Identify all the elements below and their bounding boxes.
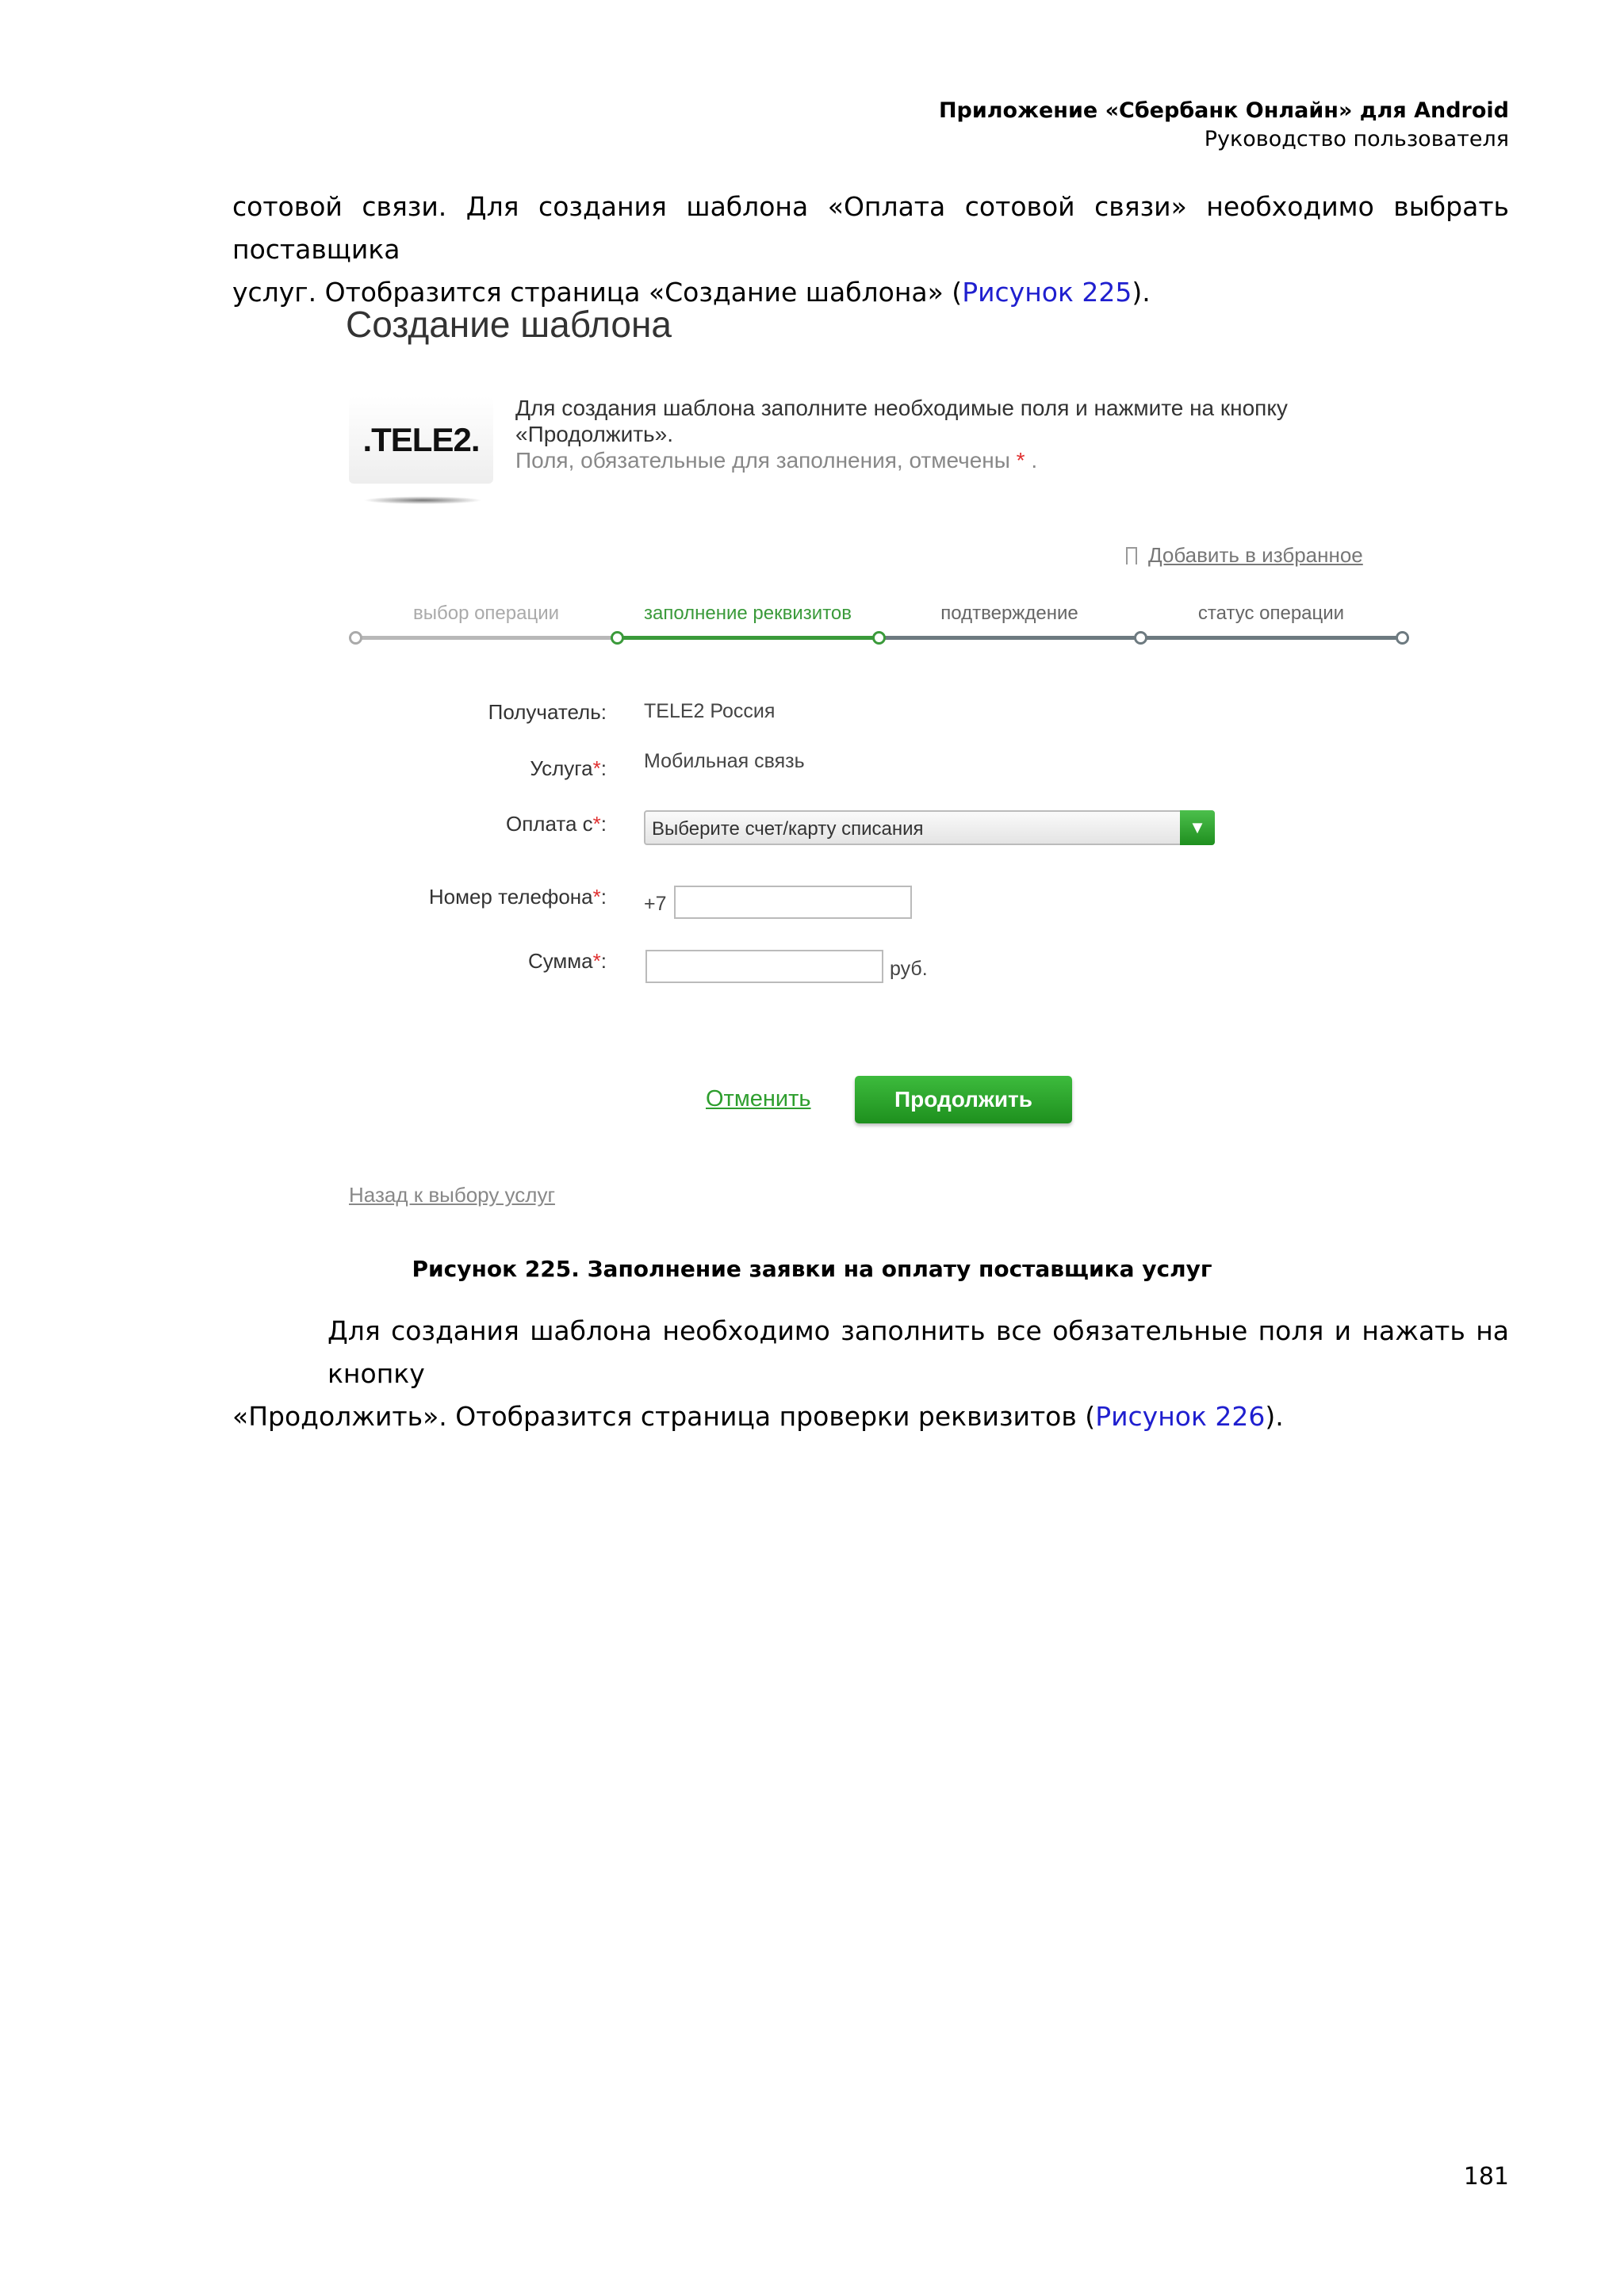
phone-input[interactable] [674, 886, 912, 919]
required-note [515, 447, 1348, 473]
outro-paragraph [232, 1310, 1509, 1438]
pay-from-label-text: Оплата с [505, 812, 593, 836]
required-star: * [1016, 448, 1025, 473]
pay-from-star: * [592, 812, 601, 836]
service-label-text: Услуга [530, 756, 593, 780]
page-title: Создание шаблона [346, 304, 672, 345]
account-select-value: Выберите счет/карту списания [652, 818, 924, 840]
logo-shadow [363, 496, 482, 504]
phone-label-text: Номер телефона [428, 885, 593, 909]
figure-226-link[interactable]: Рисунок 226 [1095, 1401, 1266, 1432]
required-dot: . [1031, 448, 1038, 473]
account-select[interactable] [644, 810, 1215, 845]
page-number: 181 [1463, 2163, 1509, 2191]
screenshot-figure [333, 293, 1427, 1221]
pay-from-colon: : [600, 812, 607, 836]
service-label [333, 756, 607, 781]
step-track-2 [617, 636, 879, 640]
progress-stepper [349, 603, 1404, 650]
instructions-line-2: «Продолжить». [515, 422, 673, 446]
amount-label-text: Сумма [527, 949, 593, 973]
step-dot-2 [611, 631, 624, 645]
document-title: Приложение «Сбербанк Онлайн» для Android [938, 98, 1509, 123]
pay-from-label [333, 812, 607, 836]
step-track-1 [355, 636, 617, 640]
required-note-text: Поля, обязательные для заполнения, отмечены [515, 448, 1010, 473]
step-label-status: статус операции [1197, 603, 1345, 624]
recipient-label: Получатель: [488, 700, 607, 724]
figure-caption: Рисунок 225. Заполнение заявки на оплату поставщика услуг [412, 1256, 1212, 1282]
amount-star: * [592, 949, 601, 973]
step-label-select: выбор операции [412, 603, 560, 624]
service-value: Мобильная связь [644, 750, 805, 772]
service-colon: : [600, 756, 607, 780]
bookmark-icon [1126, 547, 1137, 564]
logo-text: .TELE2. [362, 421, 480, 458]
phone-star: * [592, 885, 601, 909]
intro-text-end: ). [1132, 277, 1151, 308]
phone-prefix: +7 [644, 893, 667, 915]
phone-colon: : [600, 885, 607, 909]
step-track-4 [1140, 636, 1404, 640]
amount-colon: : [600, 949, 607, 973]
recipient-value: TELE2 Россия [644, 700, 776, 722]
phone-label [333, 885, 607, 909]
amount-label [333, 949, 607, 974]
provider-logo [349, 396, 493, 484]
step-dot-3 [872, 631, 886, 645]
outro-text: «Продолжить». Отобразится страница проверки реквизитов ( [232, 1401, 1096, 1432]
step-label-confirm: подтверждение [940, 603, 1078, 624]
favorites-link[interactable]: Добавить в избранное [1148, 543, 1363, 567]
outro-line-2 [232, 1395, 1509, 1438]
document-subtitle: Руководство пользователя [1204, 127, 1509, 151]
outro-line-1: Для создания шаблона необходимо заполнить все обязательные поля и нажать на кнопку [327, 1315, 1509, 1389]
back-to-services-link[interactable]: Назад к выбору услуг [349, 1183, 555, 1207]
running-header [939, 97, 1509, 154]
figure-225-link[interactable]: Рисунок 225 [962, 277, 1132, 308]
cancel-link[interactable]: Отменить [706, 1086, 811, 1112]
step-dot-5 [1396, 631, 1409, 645]
currency-unit: руб. [890, 958, 928, 980]
outro-text-end: ). [1265, 1401, 1284, 1432]
continue-button[interactable]: Продолжить [855, 1076, 1072, 1123]
instructions [515, 395, 1348, 473]
service-star: * [592, 756, 601, 780]
amount-input[interactable] [645, 950, 883, 983]
step-track-3 [879, 636, 1140, 640]
intro-text: услуг. Отобразится страница «Создание шаблона» ( [232, 277, 963, 308]
intro-line-1: сотовой связи. Для создания шаблона «Оплата сотовой связи» необходимо выбрать поставщика [232, 191, 1509, 265]
chevron-down-icon[interactable]: ▼ [1180, 810, 1215, 845]
step-dot-4 [1134, 631, 1147, 645]
instructions-line-1: Для создания шаблона заполните необходимые поля и нажмите на кнопку [515, 396, 1288, 420]
step-label-fill: заполнение реквизитов [643, 603, 852, 624]
add-to-favorites[interactable] [1126, 543, 1363, 568]
step-dot-1 [349, 631, 362, 645]
